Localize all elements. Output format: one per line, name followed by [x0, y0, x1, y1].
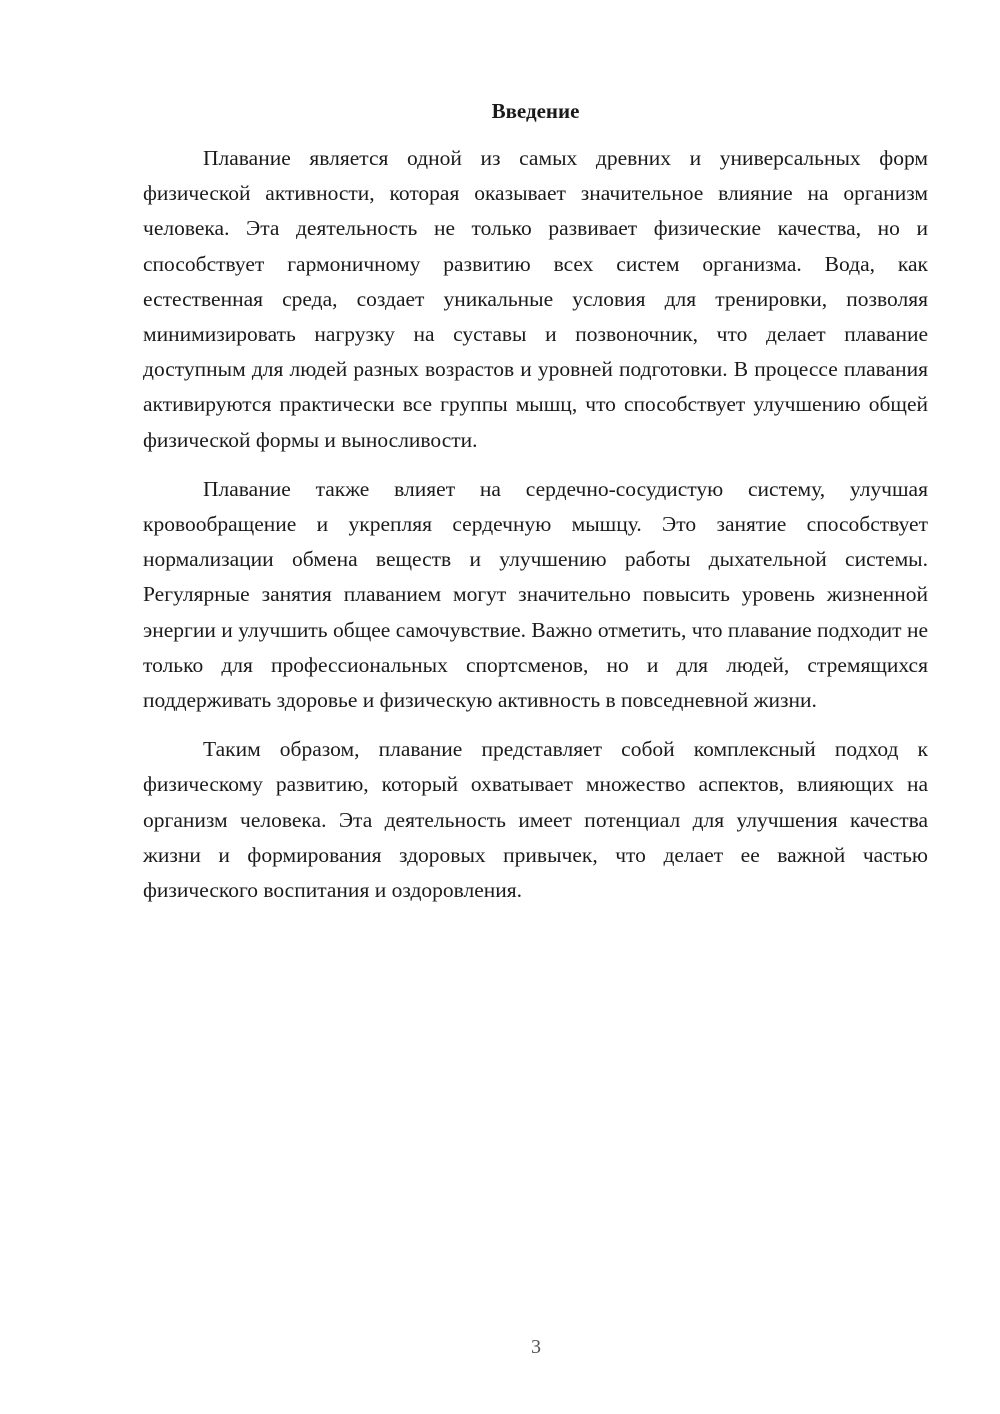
page-number: 3 [531, 1336, 541, 1358]
paragraph-1: Плавание является одной из самых древних и универсальных форм физической активности, которая оказывает значительное влияние на организм человека. Эта деятельность не только развивает физические качества, но и способствует гармоничному развитию всех систем организма. Вода, как естественная среда, создает уникальные условия для тренировки, позволяя минимизировать нагрузку на суставы и позвоночник, что делает плавание доступным для людей разных возрастов и уровней подготовки. В процессе плавания активируются практически все группы мышц, что способствует улучшению общей физической формы и выносливости. [143, 146, 928, 452]
body-text [143, 141, 928, 922]
paragraph-2: Плавание также влияет на сердечно-сосудистую систему, улучшая кровообращение и укрепляя сердечную мышцу. Это занятие способствует нормализации обмена веществ и улучшению работы дыхательной системы. Регулярные занятия плаванием могут значительно повысить уровень жизненной энергии и улучшить общее самочувствие. Важно отметить, что плавание подходит не только для профессиональных спортсменов, но и для людей, стремящихся поддерживать здоровье и физическую активность в повседневной жизни. [143, 476, 928, 713]
paragraph-3: Таким образом, плавание представляет собой комплексный подход к физическому развитию, который охватывает множество аспектов, влияющих на организм человека. Эта деятельность имеет потенциал для улучшения качества жизни и формирования здоровых привычек, что делает ее важной частью физического воспитания и оздоровления. [143, 737, 928, 903]
page-title: Введение [491, 99, 580, 123]
